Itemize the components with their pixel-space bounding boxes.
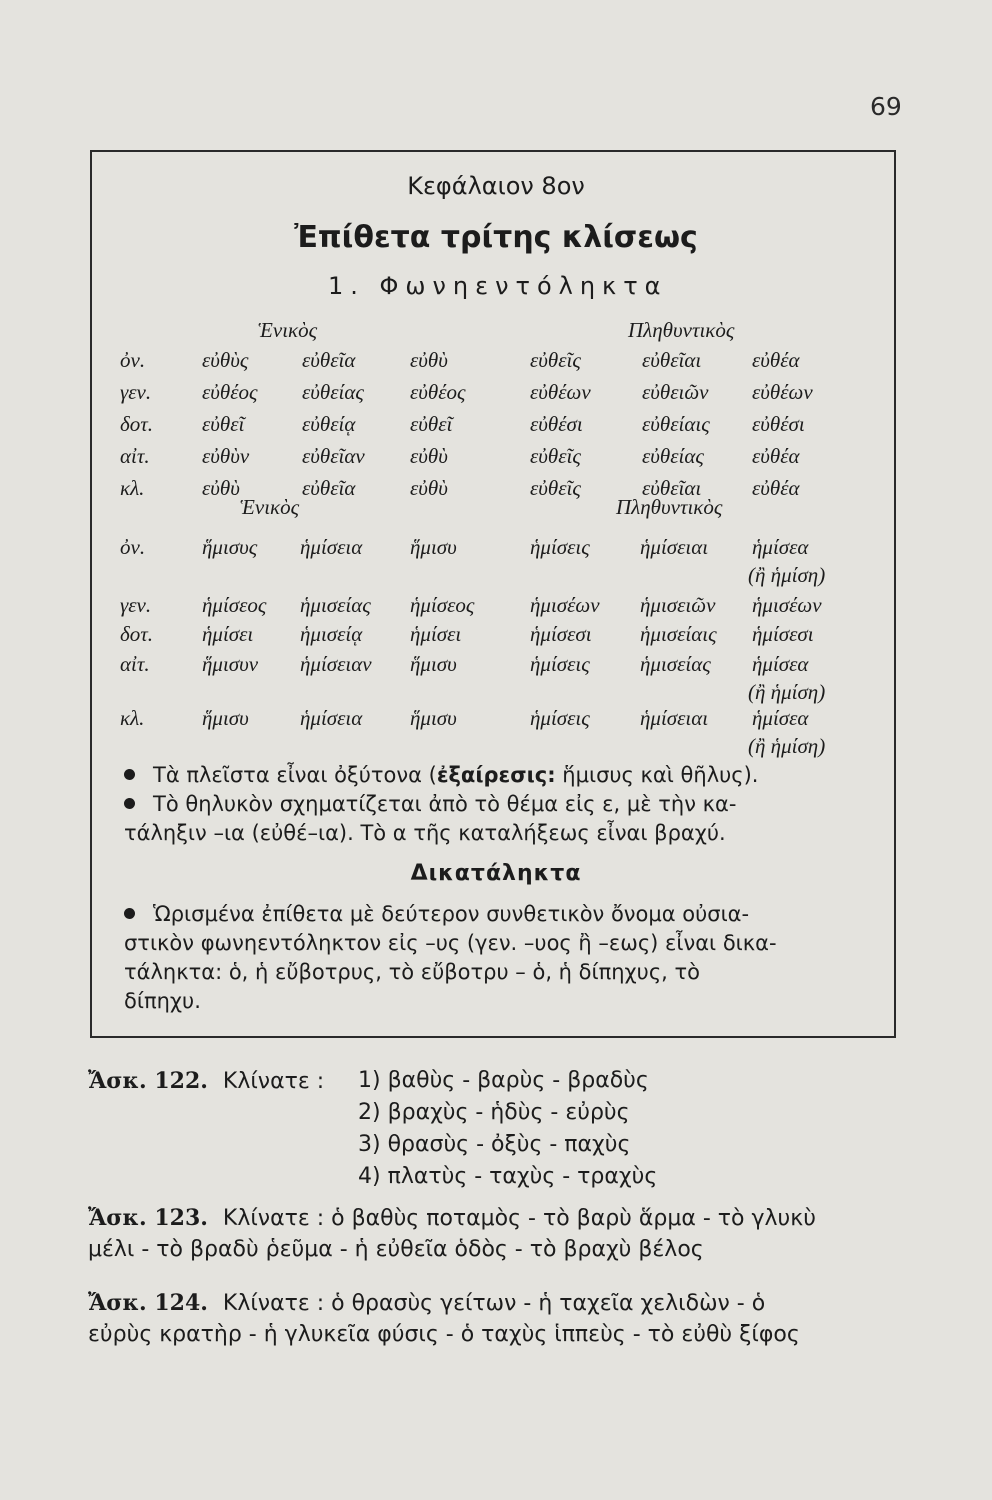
form-cell: εὐθεῖς: [530, 444, 581, 468]
form-cell: ἥμισυν: [202, 652, 259, 676]
form-cell: ἡμίσεα: [752, 706, 809, 730]
form-cell: εὐθείας: [302, 380, 364, 404]
note-compound-line2: στικὸν φωνηεντόληκτον εἰς –υς (γεν. –υος ἢ –εως) εἶναι δικα-: [124, 931, 777, 955]
exercise-verb: Κλίνατε :: [222, 1069, 325, 1094]
form-cell: εὐθέων: [752, 380, 813, 404]
case-label: αἰτ.: [120, 652, 150, 676]
form-cell: εὐθὺ: [410, 476, 448, 500]
exercise-123-line1: [88, 1205, 816, 1231]
exercise-item: 4) πλατὺς - ταχὺς - τραχὺς: [358, 1164, 658, 1189]
form-cell: ἡμίσεσι: [752, 622, 814, 646]
form-cell: εὐθεῖς: [530, 348, 581, 372]
form-cell: ἡμίσεις: [530, 706, 590, 730]
form-cell: ἡμίσειαι: [640, 535, 709, 559]
singular-label: Ἑνικὸς: [258, 318, 318, 342]
form-cell: εὐθεῖαι: [642, 476, 702, 500]
subtitle-dikatalikta: Δικατάληκτα: [410, 861, 582, 886]
form-cell: ἥμισυ: [410, 706, 457, 730]
singular-label: Ἑνικὸς: [240, 495, 300, 519]
note-feminine-line2: τάληξιν –ια (εὐθέ–ια). Τὸ α τῆς καταλήξεως εἶναι βραχύ.: [124, 821, 726, 845]
form-cell: ἡμισείας: [640, 652, 711, 676]
exercise-122: [88, 1068, 324, 1094]
form-cell: ἥμισυ: [202, 706, 249, 730]
form-cell: εὐθὺς: [202, 348, 249, 372]
form-cell: εὐθέα: [752, 444, 800, 468]
form-cell: ἡμισέων: [752, 593, 822, 617]
form-cell: ἡμισείας: [300, 593, 371, 617]
form-cell: ἡμίσεις: [530, 652, 590, 676]
form-cell: ἡμισείαις: [640, 622, 717, 646]
note-feminine-line1: [124, 792, 736, 816]
bullet-icon: [124, 908, 135, 919]
case-label: γεν.: [120, 380, 152, 404]
exercise-text: Κλίνατε : ὁ θρασὺς γείτων - ἡ ταχεῖα χελιδὼν - ὁ: [222, 1291, 766, 1316]
case-label: κλ.: [120, 476, 145, 500]
form-cell: ἡμίσεος: [202, 593, 267, 617]
form-cell: ἥμισυ: [410, 652, 457, 676]
case-label: δοτ.: [120, 622, 154, 646]
form-cell: εὐθὺ: [410, 444, 448, 468]
form-cell: ἥμισυς: [202, 535, 258, 559]
form-cell: εὐθεῖ: [202, 412, 245, 436]
form-cell: ἡμισείᾳ: [300, 622, 363, 646]
case-label: δοτ.: [120, 412, 154, 436]
form-cell: εὐθέσι: [530, 412, 583, 436]
form-cell: εὐθείαις: [642, 412, 710, 436]
form-cell: ἡμίσεσι: [530, 622, 592, 646]
case-label: ὀν.: [120, 348, 146, 372]
form-cell: εὐθέα: [752, 476, 800, 500]
case-label: ὀν.: [120, 535, 146, 559]
form-cell: ἡμισέων: [530, 593, 600, 617]
plural-label: Πληθυντικὸς: [616, 495, 723, 519]
chapter-heading: Κεφάλαιον 8ον: [407, 172, 585, 200]
exercise-item: 2) βραχὺς - ἡδὺς - εὐρὺς: [358, 1100, 630, 1125]
section-heading: 1. Φωνηεντόληκτα: [328, 272, 668, 300]
plural-label: Πληθυντικὸς: [628, 318, 735, 342]
note-text: Τὰ πλεῖστα εἶναι ὀξύτονα (: [153, 763, 437, 787]
exercise-124-line2: εὐρὺς κρατὴρ - ἡ γλυκεῖα φύσις - ὁ ταχὺς ἱππεὺς - τὸ εὐθὺ ξίφος: [88, 1322, 800, 1347]
alternate-form: (ἢ ἡμίση): [748, 680, 826, 704]
form-cell: εὐθέα: [752, 348, 800, 372]
exercise-item: 3) θρασὺς - ὀξὺς - παχὺς: [358, 1132, 631, 1157]
exercise-label: Ἄσκ. 122.: [88, 1068, 208, 1094]
form-cell: εὐθείας: [642, 444, 704, 468]
form-cell: εὐθὺ: [410, 348, 448, 372]
case-label: κλ.: [120, 706, 145, 730]
exercise-label: Ἄσκ. 124.: [88, 1290, 208, 1316]
exercise-label: Ἄσκ. 123.: [88, 1205, 208, 1231]
exercise-123-line2: μέλι - τὸ βραδὺ ῥεῦμα - ἡ εὐθεῖα ὁδὸς - τὸ βραχὺ βέλος: [88, 1237, 704, 1262]
form-cell: ἡμίσεα: [752, 535, 809, 559]
case-label: αἰτ.: [120, 444, 150, 468]
exercise-text: Κλίνατε : ὁ βαθὺς ποταμὸς - τὸ βαρὺ ἅρμα - τὸ γλυκὺ: [222, 1206, 816, 1231]
form-cell: εὐθὺ: [202, 476, 240, 500]
form-cell: ἥμισυ: [410, 535, 457, 559]
note-compound-line3: τάληκτα: ὁ, ἡ εὔβοτρυς, τὸ εὔβοτρυ – ὁ, ἡ δίπηχυς, τὸ: [124, 960, 701, 984]
exercise-item: 1) βαθὺς - βαρὺς - βραδὺς: [358, 1068, 649, 1093]
form-cell: ἡμίσει: [202, 622, 254, 646]
note-text: Ὡρισμένα ἐπίθετα μὲ δεύτερον συνθετικὸν ὄνομα οὐσια-: [153, 902, 750, 926]
form-cell: εὐθέων: [530, 380, 591, 404]
alternate-form: (ἢ ἡμίση): [748, 563, 826, 587]
form-cell: ἡμίσεια: [300, 535, 363, 559]
form-cell: εὐθέος: [410, 380, 466, 404]
note-compound-line4: δίπηχυ.: [124, 989, 201, 1013]
note-compound-line1: [124, 902, 749, 926]
form-cell: ἡμίσεος: [410, 593, 475, 617]
form-cell: εὐθειῶν: [642, 380, 709, 404]
bullet-icon: [124, 798, 135, 809]
form-cell: εὐθεῖ: [410, 412, 453, 436]
exercise-124-line1: [88, 1290, 765, 1316]
case-label: γεν.: [120, 593, 152, 617]
form-cell: ἡμίσεις: [530, 535, 590, 559]
bullet-icon: [124, 769, 135, 780]
note-text: Τὸ θηλυκὸν σχηματίζεται ἀπὸ τὸ θέμα εἰς ε, μὲ τὴν κα-: [153, 792, 737, 816]
form-cell: εὐθέσι: [752, 412, 805, 436]
page-title: Ἐπίθετα τρίτης κλίσεως: [294, 220, 698, 255]
page-number: 69: [870, 92, 902, 121]
form-cell: εὐθεῖαν: [302, 444, 365, 468]
form-cell: εὐθέος: [202, 380, 258, 404]
alternate-form: (ἢ ἡμίση): [748, 734, 826, 758]
form-cell: ἡμίσει: [410, 622, 462, 646]
form-cell: ἡμίσεα: [752, 652, 809, 676]
form-cell: ἡμισειῶν: [640, 593, 716, 617]
note-emphasis: ἐξαίρεσις:: [436, 763, 556, 787]
form-cell: εὐθὺν: [202, 444, 250, 468]
form-cell: εὐθεῖα: [302, 476, 356, 500]
form-cell: εὐθεῖαι: [642, 348, 702, 372]
form-cell: εὐθείᾳ: [302, 412, 356, 436]
note-text: ἥμισυς καὶ θῆλυς).: [555, 763, 759, 787]
form-cell: εὐθεῖς: [530, 476, 581, 500]
form-cell: εὐθεῖα: [302, 348, 356, 372]
form-cell: ἡμίσειαν: [300, 652, 372, 676]
form-cell: ἡμίσειαι: [640, 706, 709, 730]
form-cell: ἡμίσεια: [300, 706, 363, 730]
note-oxytone: [124, 763, 758, 787]
